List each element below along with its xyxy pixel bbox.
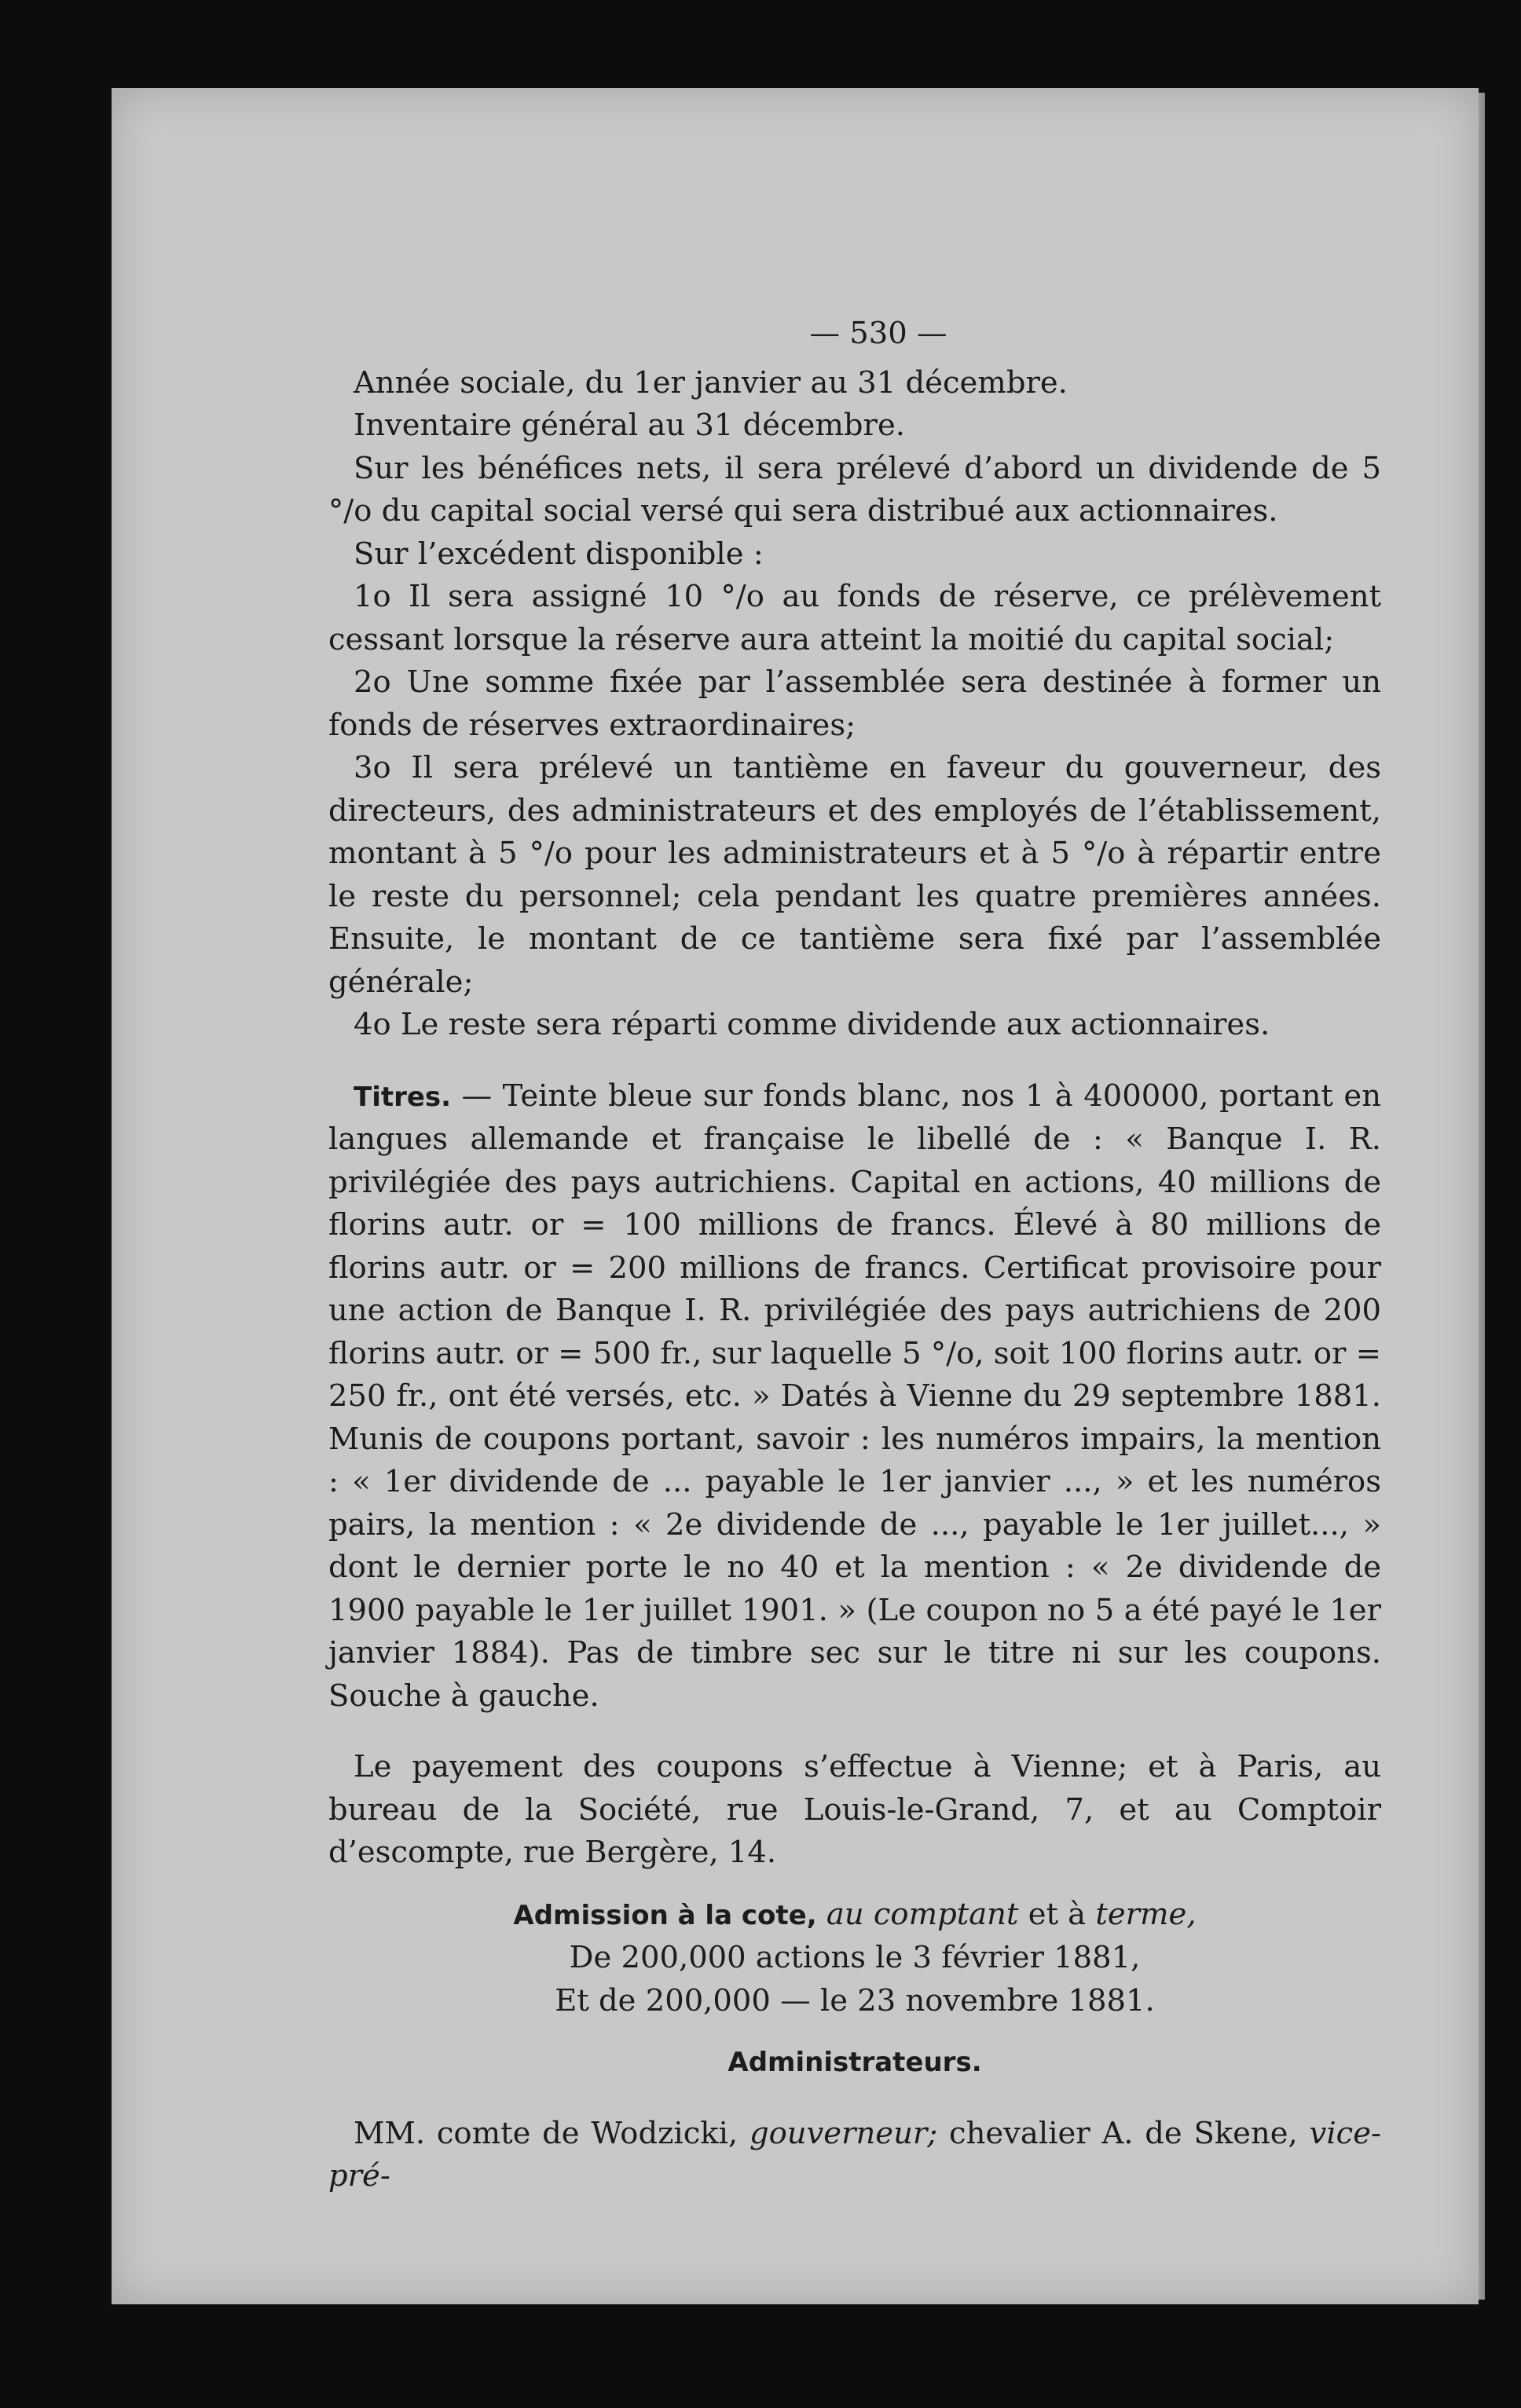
paragraph-administrateurs — [328, 2113, 1381, 2198]
titres-label: Titres. — [354, 1081, 452, 1113]
admission-heading — [328, 1894, 1381, 1938]
paragraph-payment: Le payement des coupons s’effectue à Vienne; et à Paris, au bureau de la Société, rue Louis-le-Grand, 7, et au Comptoir d’escompte, rue Bergère, 14. — [328, 1749, 1381, 1870]
admission-middle: et à — [1028, 1896, 1087, 1932]
admin-title-gouverneur: gouverneur; — [749, 2115, 938, 2151]
paragraph-item-3: 3o Il sera prélevé un tantième en faveur du gouverneur, des directeurs, des administrateurs et des employés de l’établissement, montant à 5 °/o pour les administrateurs et à 5 °/o à répartir entre le reste du personnel; cela pendant les quatre premières années. Ensuite, le montant de ce tantième sera fixé par l’assemblée générale; — [328, 750, 1381, 1000]
paragraph-inventaire: Inventaire général au 31 décembre. — [354, 408, 905, 443]
page-number: — 530 — — [809, 316, 947, 351]
admin-title-vice-pre: vice-pré- — [328, 2115, 1381, 2194]
administrateurs-heading: Administrateurs. — [728, 2047, 982, 2078]
paragraph-item-1: 1o Il sera assigné 10 °/o au fonds de réserve, ce prélèvement cessant lorsque la réserve aura atteint la moitié du capital social; — [328, 579, 1381, 657]
paragraph-annee-sociale: Année sociale, du 1er janvier au 31 décembre. — [354, 364, 1068, 401]
paragraph-item-2: 2o Une somme fixée par l’assemblée sera destinée à former un fonds de réserves extraordinaires; — [328, 664, 1381, 743]
admin-middle: chevalier A. de Skene, — [949, 2115, 1298, 2151]
paragraph-benefices: Sur les bénéfices nets, il sera prélevé d’abord un dividende de 5 °/o du capital social versé qui sera distribué aux actionnaires. — [328, 450, 1381, 529]
admission-line-2: Et de 200,000 — le 23 novembre 1881. — [555, 1982, 1155, 2018]
admission-bold: Admission à la cote, — [513, 1899, 817, 1931]
admission-line-1: De 200,000 actions le 3 février 1881, — [569, 1940, 1141, 1975]
paragraph-titres — [328, 1075, 1381, 1718]
admission-italic-terme: terme, — [1095, 1896, 1197, 1932]
page-text — [328, 313, 1381, 2198]
admin-start: MM. comte de Wodzicki, — [354, 2115, 739, 2151]
paragraph-item-4: 4o Le reste sera réparti comme dividende aux actionnaires. — [354, 1007, 1270, 1042]
titres-text: — Teinte bleue sur fonds blanc, nos 1 à 400000, portant en langues allemande et française le libellé de : « Banque I. R. privilégiée des pays autrichiens. Capital en actions, 40 millions de florins autr. or = 100 millions de francs. Élevé à 80 millions de florins autr. or = 200 millions de francs. Certificat provisoire pour une action de Banque I. R. privilégiée des pays autrichiens de 200 florins autr. or = 500 fr., sur laquelle 5 °/o, soit 100 florins autr. or = 250 fr., ont été versés, etc. » Datés à Vienne du 29 septembre 1881. Munis de coupons portant, savoir : les numéros impairs, la mention : « 1er dividende de ... payable le 1er janvier ..., » et les numéros pairs, la mention : « 2e dividende de ..., payable le 1er juillet..., » dont le dernier porte le no 40 et la mention : « 2e dividende de 1900 payable le 1er juillet 1901. » (Le coupon no 5 a été payé le 1er janvier 1884). Pas de timbre sec sur le titre ni sur les coupons. Souche à gauche. — [328, 1078, 1381, 1714]
paragraph-excedent: Sur l’excédent disponible : — [354, 536, 764, 572]
admission-italic-comptant: au comptant — [826, 1896, 1019, 1932]
